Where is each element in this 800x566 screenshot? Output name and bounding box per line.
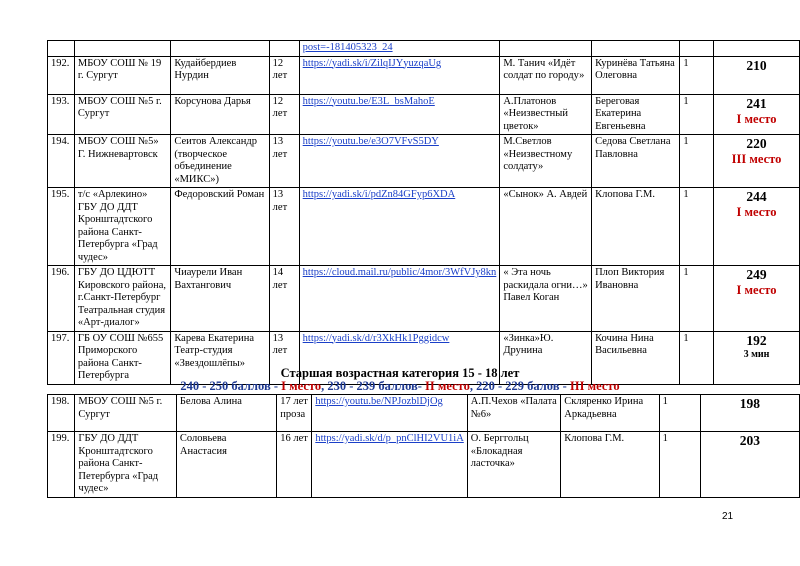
table-row xyxy=(48,41,800,57)
page-number: 21 xyxy=(722,511,734,522)
teacher-cell: Плоп Виктория Ивановна xyxy=(592,266,680,332)
place-badge: I место xyxy=(736,205,777,219)
table-row xyxy=(48,56,800,94)
score-value: 249 xyxy=(746,267,767,282)
work-cell: М.Светлов «Неизвестному солдату» xyxy=(500,135,592,188)
table-row xyxy=(48,432,800,498)
work-cell: « Эта ночь раскидала огни…» Павел Коган xyxy=(500,266,592,332)
score-value: 220 xyxy=(746,136,767,151)
score-value: 198 xyxy=(739,396,760,411)
score-value: 192 xyxy=(746,332,767,348)
school-cell: МБОУ СОШ № 19 г. Сургут xyxy=(74,56,170,94)
count-cell: 1 xyxy=(680,331,714,384)
video-link[interactable]: https://youtu.be/NPJozblDjOg xyxy=(315,396,443,407)
row-number: 199. xyxy=(48,432,75,498)
participant-cell: Карева Екатерина Театр-студия «Звездошлёпы» xyxy=(171,331,269,384)
video-link[interactable]: https://yadi.sk/d/r3XkHk1Pggidcw xyxy=(302,332,450,344)
count-cell: 1 xyxy=(680,56,714,94)
results-table-senior xyxy=(47,394,800,498)
teacher-cell: Клопова Г.М. xyxy=(561,432,659,498)
participant-cell: Соловьева Анастасия xyxy=(176,432,276,498)
participant-cell: Белова Алина xyxy=(176,395,276,432)
score-value: 210 xyxy=(746,57,767,73)
school-cell: МБОУ СОШ №5» Г. Нижневартовск xyxy=(74,135,170,188)
school-cell: ГБ ОУ СОШ №655 Приморского района Санкт-Петербурга xyxy=(74,331,170,384)
school-cell: т/с «Арлекино» ГБУ ДО ДДТ Кронштадтского района Санкт-Петербурга «Град чудес» xyxy=(74,188,170,266)
video-link[interactable]: https://cloud.mail.ru/public/4mor/3WfVJy8kn xyxy=(302,267,497,278)
work-cell: «Сынок» А. Авдей xyxy=(500,188,592,266)
participant-cell: Федоровский Роман xyxy=(171,188,269,266)
teacher-cell: Береговая Екатерина Евгеньевна xyxy=(592,94,680,135)
teacher-cell: Клопова Г.М. xyxy=(592,188,680,266)
age-cell: 12 лет xyxy=(269,94,299,135)
school-cell: ГБУ ДО ЦДЮТТ Кировского района, г.Санкт-Петербург Театральная студия «Арт-диалог» xyxy=(74,266,170,332)
place-badge: I место xyxy=(736,111,777,126)
row-number: 193. xyxy=(48,94,75,135)
row-number: 197. xyxy=(48,331,75,384)
work-cell: О. Берггольц «Блокадная ласточка» xyxy=(467,432,560,498)
place-badge: I место xyxy=(736,283,777,297)
table-row xyxy=(48,266,800,332)
row-number: 196. xyxy=(48,266,75,332)
count-cell: 1 xyxy=(680,135,714,188)
video-link[interactable]: https://yadi.sk/i/pdZn84GFyp6XDA xyxy=(302,189,456,200)
row-number: 192. xyxy=(48,56,75,94)
count-cell: 1 xyxy=(659,432,700,498)
table-row xyxy=(48,135,800,188)
table-row xyxy=(48,395,800,432)
teacher-cell: Куринёва Татьяна Олеговна xyxy=(592,56,680,94)
teacher-cell: Кочина Нина Васильевна xyxy=(592,331,680,384)
row-number: 195. xyxy=(48,188,75,266)
row-number: 194. xyxy=(48,135,75,188)
age-cell: 17 лет проза xyxy=(277,395,312,432)
age-cell: 13 лет xyxy=(269,188,299,266)
count-cell: 1 xyxy=(680,266,714,332)
senior-category-heading: Старшая возрастная категория 15 - 18 лет xyxy=(280,366,520,380)
participant-cell: Чиаурели Иван Вахтангович xyxy=(171,266,269,332)
count-cell: 1 xyxy=(680,188,714,266)
video-link[interactable]: https://yadi.sk/d/p_pnClHI2VU1iA xyxy=(315,433,464,444)
table-row xyxy=(48,188,800,266)
score-value: 241 xyxy=(746,95,767,111)
teacher-cell: Седова Светлана Павловна xyxy=(592,135,680,188)
table-row xyxy=(48,94,800,135)
work-cell: «Зинка»Ю. Друнина xyxy=(500,331,592,384)
participant-cell: Сеитов Александр (творческое объединение «МИКС») xyxy=(171,135,269,188)
school-cell: МБОУ СОШ №5 г. Сургут xyxy=(75,395,176,432)
age-cell: 13 лет xyxy=(269,331,299,384)
work-cell: А.Платонов «Неизвестный цветок» xyxy=(500,94,592,135)
count-cell: 1 xyxy=(659,395,700,432)
video-link[interactable]: https://youtu.be/e3O7VFvS5DY xyxy=(302,136,439,147)
video-link[interactable]: post=-181405323_24 xyxy=(302,42,393,53)
count-cell: 1 xyxy=(680,94,714,135)
score-value: 203 xyxy=(739,433,760,448)
age-cell: 12 лет xyxy=(269,56,299,94)
work-cell: М. Танич «Идёт солдат по городу» xyxy=(500,56,592,94)
video-link[interactable]: https://youtu.be/E3L_bsMahoE xyxy=(302,95,435,107)
results-table-junior xyxy=(47,40,800,385)
teacher-cell: Скляренко Ирина Аркадьевна xyxy=(561,395,659,432)
school-cell: ГБУ ДО ДДТ Кронштадтского района Санкт-Петербурга «Град чудес» xyxy=(75,432,176,498)
age-cell: 16 лет xyxy=(277,432,312,498)
school-cell: МБОУ СОШ №5 г. Сургут xyxy=(74,94,170,135)
video-link[interactable]: https://yadi.sk/i/ZilqIJYyuzqaUg xyxy=(302,57,442,69)
score-value: 244 xyxy=(746,189,767,204)
duration-note: 3 мин xyxy=(743,348,770,360)
place-badge: III место xyxy=(731,152,782,166)
scoring-criteria: 240 - 250 баллов - I место, 230 - 239 баллов- II место, 220 - 229 балов - III место xyxy=(180,379,620,393)
work-cell: А.П.Чехов «Палата №6» xyxy=(467,395,560,432)
participant-cell: Корсунова Дарья xyxy=(171,94,269,135)
age-cell: 13 лет xyxy=(269,135,299,188)
participant-cell: Кудайбердиев Нурдин xyxy=(171,56,269,94)
row-number: 198. xyxy=(48,395,75,432)
age-cell: 14 лет xyxy=(269,266,299,332)
